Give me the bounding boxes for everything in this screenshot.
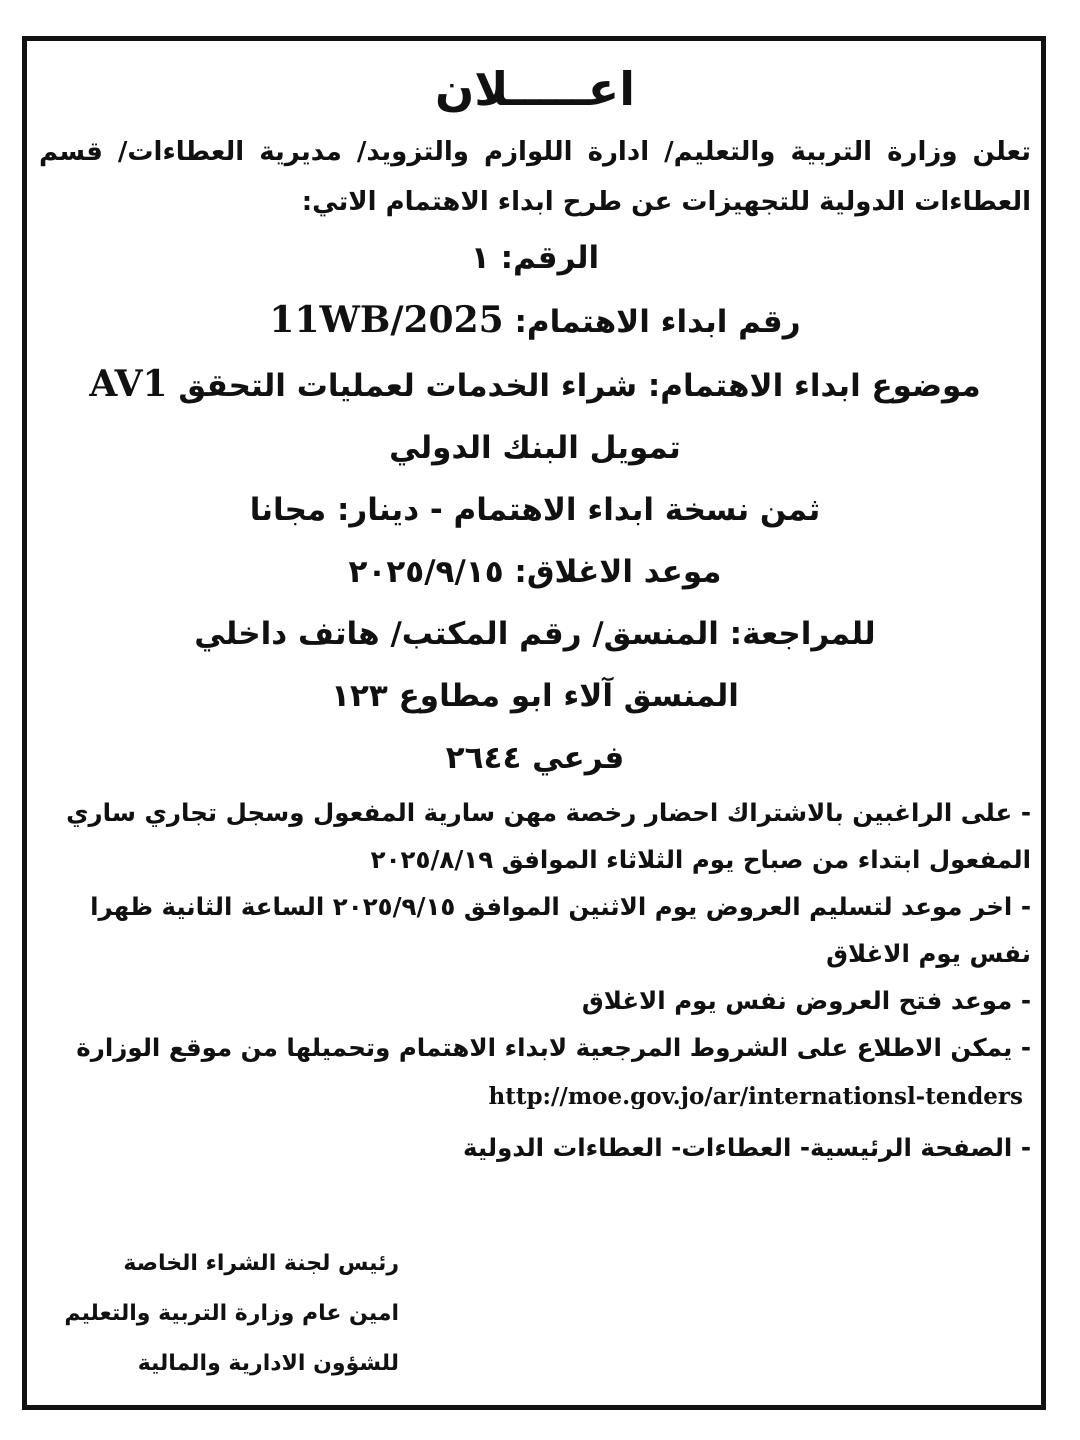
conditions-list	[39, 789, 1031, 1071]
reference-line: للمراجعة: المنسق/ رقم المكتب/ هاتف داخلي	[194, 616, 876, 652]
extension-line: فرعي ٢٦٤٤	[445, 740, 625, 776]
condition-item: - يمكن الاطلاع على الشروط المرجعية لابداء الاهتمام وتحميلها من موقع الوزارة	[76, 1033, 1031, 1062]
condition-item: - اخر موعد لتسليم العروض يوم الاثنين الموافق ٢٠٢٥/٩/١٥ الساعة الثانية ظهرا نفس يوم الاغلاق	[90, 892, 1031, 968]
condition-item: - موعد فتح العروض نفس يوم الاغلاق	[581, 986, 1031, 1015]
signature-line: رئيس لجنة الشراء الخاصة	[123, 1251, 399, 1276]
eoi-number-value: 11WB/2025	[269, 299, 504, 341]
eoi-number-line	[39, 289, 1031, 353]
signature-block	[39, 1239, 399, 1389]
closing-date-line: موعد الاغلاق: ٢٠٢٥/٩/١٥	[348, 554, 722, 590]
subject-code: AV1	[89, 363, 168, 405]
announcement-title: اعـــــلان	[435, 62, 635, 116]
price-line: ثمن نسخة ابداء الاهتمام - دينار: مجانا	[249, 492, 821, 528]
number-line: الرقم: ١	[470, 240, 600, 276]
announcement-content	[39, 51, 1031, 1395]
subject-line	[39, 353, 1031, 479]
announcement-frame	[22, 36, 1046, 1410]
signature-line: امين عام وزارة التربية والتعليم	[64, 1301, 399, 1326]
coordinator-line: المنسق آلاء ابو مطاوع ١٢٣	[331, 678, 739, 714]
website-nav-path: - الصفحة الرئيسية- العطاءات- العطاءات الدولية	[463, 1133, 1031, 1162]
signature-line: للشؤون الادارية والمالية	[137, 1351, 399, 1376]
ministry-url-link[interactable]: http://moe.gov.jo/ar/internationsl-tenders	[488, 1083, 1023, 1110]
subject-label: موضوع ابداء الاهتمام: شراء الخدمات لعمليات التحقق	[167, 368, 981, 404]
condition-item: - على الراغبين بالاشتراك احضار رخصة مهن سارية المفعول وسجل تجاري ساري المفعول ابتداء من صباح يوم الثلاثاء الموافق ٢٠٢٥/٨/١٩	[66, 798, 1031, 874]
subject-rest: تمويل البنك الدولي	[389, 430, 681, 466]
eoi-number-label: رقم ابداء الاهتمام:	[503, 304, 801, 340]
intro-paragraph: تعلن وزارة التربية والتعليم/ ادارة اللوازم والتزويد/ مديرية العطاءات/ قسم العطاءات الدولية للتجهيزات عن طرح ابداء الاهتمام الاتي:	[39, 137, 1031, 217]
